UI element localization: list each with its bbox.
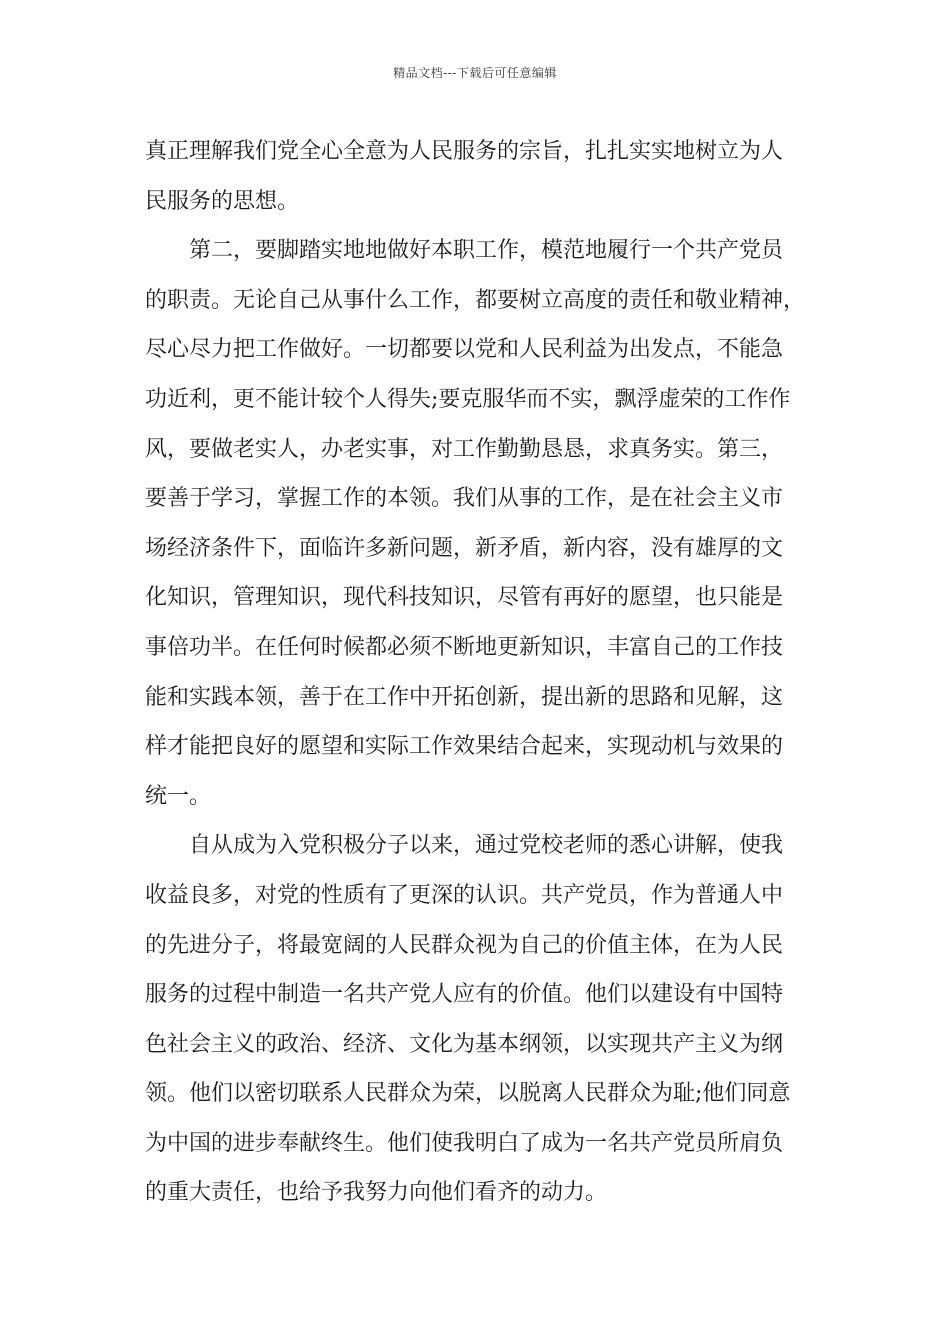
text-line: 领。他们以密切联系人民群众为荣，以脱离人民群众为耻;他们同意 (145, 1081, 791, 1107)
text-line: 色社会主义的政治、经济、文化为基本纲领，以实现共产主义为纲 (145, 1031, 784, 1057)
text-line: 的先进分子，将最宽阔的人民群众视为自己的价值主体，在为人民 (145, 932, 784, 958)
page-header: 精品文档---下载后可任意编辑 (393, 66, 557, 80)
text-line: 民服务的思想。 (145, 188, 300, 214)
paragraph-2 (145, 226, 805, 821)
text-line: 第二，要脚踏实地地做好本职工作，模范地履行一个共产党员 (189, 238, 784, 264)
text-line: 为中国的进步奉献终生。他们使我明白了成为一名共产党员所肩负 (145, 1130, 784, 1156)
text-line: 收益良多，对党的性质有了更深的认识。共产党员，作为普通人中 (145, 882, 784, 908)
paragraph-3 (145, 821, 805, 1218)
text-line: 场经济条件下，面临许多新问题，新矛盾，新内容，没有雄厚的文 (145, 535, 784, 561)
text-line: 功近利，更不能计较个人得失;要克服华而不实，飘浮虚荣的工作作 (145, 386, 791, 412)
text-line: 风，要做老实人，办老实事，对工作勤勤恳恳，求真务实。第三， (145, 436, 784, 462)
text-line: 自从成为入党积极分子以来，通过党校老师的悉心讲解，使我 (189, 833, 784, 859)
text-line: 的重大责任，也给予我努力向他们看齐的动力。 (145, 1180, 608, 1206)
text-line: 化知识，管理知识，现代科技知识，尽管有再好的愿望，也只能是 (145, 585, 784, 611)
text-line: 事倍功半。在任何时候都必须不断地更新知识，丰富自己的工作技 (145, 634, 784, 660)
text-line: 要善于学习，掌握工作的本领。我们从事的工作，是在社会主义市 (145, 486, 784, 512)
document-body (145, 127, 805, 1218)
text-line: 尽心尽力把工作做好。一切都要以党和人民利益为出发点，不能急 (145, 337, 784, 363)
text-line: 真正理解我们党全心全意为人民服务的宗旨，扎扎实实地树立为人 (145, 139, 784, 164)
text-line: 服务的过程中制造一名共产党人应有的价值。他们以建设有中国特 (145, 982, 784, 1008)
text-line: 统一。 (145, 783, 212, 809)
paragraph-1 (145, 127, 805, 226)
text-line: 的职责。无论自己从事什么工作，都要树立高度的责任和敬业精神， (145, 287, 806, 313)
text-line: 能和实践本领，善于在工作中开拓创新，提出新的思路和见解，这 (145, 684, 784, 710)
text-line: 样才能把良好的愿望和实际工作效果结合起来，实现动机与效果的 (145, 734, 784, 760)
